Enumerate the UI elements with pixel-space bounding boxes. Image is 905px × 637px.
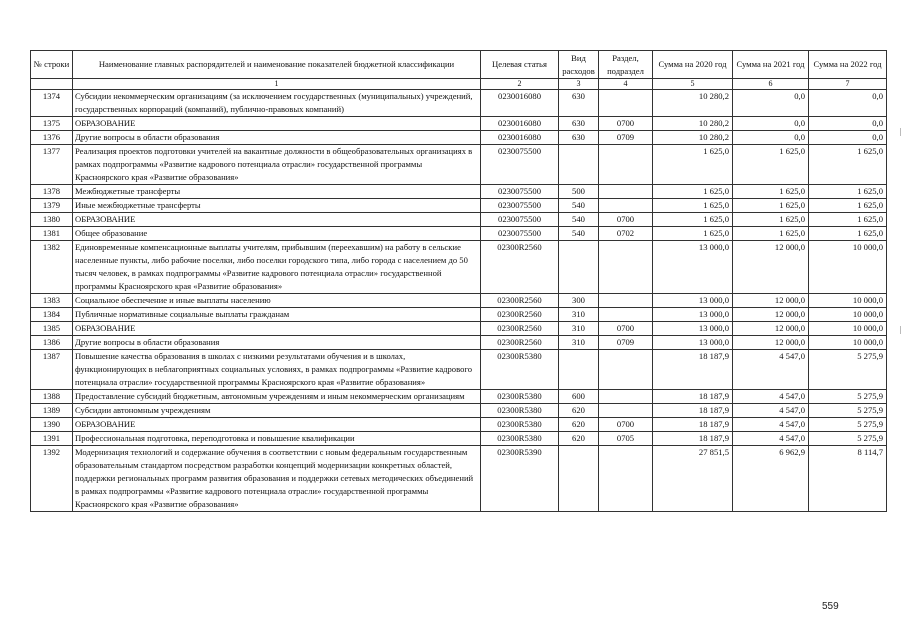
table-row [31,90,887,117]
row-sum-2022-cell: 5 275,9 [809,404,887,418]
row-sum-2021-cell: 1 625,0 [733,145,809,185]
row-sum-2020-cell: 13 000,0 [653,294,733,308]
budget-table [30,50,887,512]
row-name-cell: Реализация проектов подготовки учителей на вакантные должности в общеобразовательных организациях в рамках подпрограммы «Развитие кадрового потенциала отрасли» государственной программы Красноярского края «Развитие образования» [73,145,481,185]
margin-mark [900,128,901,136]
row-name-cell: ОБРАЗОВАНИЕ [73,117,481,131]
row-sum-2021-cell: 12 000,0 [733,322,809,336]
row-name-cell: Повышение качества образования в школах с низкими результатами обучения и в школах, функционирующих в неблагоприятных социальных условиях, в рамках подпрограммы «Развитие кадрового потенциала отрасли» государственной программы Красноярского края «Развитие образования» [73,350,481,390]
table-row [31,131,887,145]
row-target-cell: 0230075500 [481,145,559,185]
header-target: Целевая статья [481,51,559,79]
row-sum-2021-cell: 4 547,0 [733,350,809,390]
row-section-cell [599,446,653,512]
page-number: 559 [822,601,839,612]
row-sum-2022-cell: 10 000,0 [809,294,887,308]
row-name-cell: Межбюджетные трансферты [73,185,481,199]
row-section-cell: 0700 [599,117,653,131]
row-number-cell: 1387 [31,350,73,390]
row-section-cell: 0709 [599,131,653,145]
row-sum-2022-cell: 1 625,0 [809,227,887,241]
row-target-cell: 0230075500 [481,199,559,213]
row-number-cell: 1381 [31,227,73,241]
header-type: Вид расходов [559,51,599,79]
row-sum-2022-cell: 8 114,7 [809,446,887,512]
row-number-cell: 1388 [31,390,73,404]
row-sum-2021-cell: 1 625,0 [733,213,809,227]
row-section-cell [599,145,653,185]
row-sum-2021-cell: 1 625,0 [733,185,809,199]
row-name-cell: Предоставление субсидий бюджетным, автономным учреждениям и иным некоммерческим организациям [73,390,481,404]
row-name-cell: ОБРАЗОВАНИЕ [73,213,481,227]
row-sum-2020-cell: 13 000,0 [653,336,733,350]
row-sum-2021-cell: 4 547,0 [733,404,809,418]
row-number-cell: 1380 [31,213,73,227]
row-number-cell: 1374 [31,90,73,117]
row-type-cell: 540 [559,227,599,241]
row-section-cell [599,390,653,404]
row-sum-2021-cell: 12 000,0 [733,336,809,350]
index-row [31,79,887,90]
row-sum-2021-cell: 0,0 [733,131,809,145]
header-section: Раздел, подраздел [599,51,653,79]
row-target-cell: 02300R5380 [481,350,559,390]
row-section-cell [599,404,653,418]
table-body [31,90,887,512]
row-sum-2021-cell: 12 000,0 [733,294,809,308]
row-target-cell: 02300R5380 [481,404,559,418]
row-sum-2022-cell: 1 625,0 [809,199,887,213]
row-sum-2020-cell: 27 851,5 [653,446,733,512]
row-number-cell: 1391 [31,432,73,446]
row-name-cell: Единовременные компенсационные выплаты учителям, прибывшим (переехавшим) на работу в сельские населенные пункты, либо рабочие поселки, либо поселки городского типа, либо города с населением до 50 тысяч человек, в рамках подпрограммы «Развитие кадрового потенциала отрасли» государственной программы Красноярского края «Развитие образования» [73,241,481,294]
header-name: Наименование главных распорядителей и наименование показателей бюджетной классификации [73,51,481,79]
row-sum-2022-cell: 10 000,0 [809,308,887,322]
row-target-cell: 02300R2560 [481,241,559,294]
row-sum-2021-cell: 0,0 [733,90,809,117]
row-type-cell: 620 [559,432,599,446]
row-section-cell [599,350,653,390]
row-sum-2020-cell: 10 280,2 [653,131,733,145]
row-type-cell: 630 [559,90,599,117]
row-sum-2020-cell: 1 625,0 [653,145,733,185]
row-section-cell [599,241,653,294]
index-cell: 7 [809,79,887,90]
row-name-cell: Другие вопросы в области образования [73,131,481,145]
row-sum-2022-cell: 0,0 [809,90,887,117]
row-type-cell: 310 [559,336,599,350]
row-sum-2022-cell: 10 000,0 [809,336,887,350]
row-target-cell: 0230075500 [481,213,559,227]
row-sum-2022-cell: 1 625,0 [809,185,887,199]
row-sum-2022-cell: 0,0 [809,117,887,131]
row-target-cell: 02300R5390 [481,446,559,512]
row-sum-2020-cell: 1 625,0 [653,199,733,213]
row-section-cell: 0700 [599,418,653,432]
table-row [31,213,887,227]
header-sum-2022: Сумма на 2022 год [809,51,887,79]
index-cell: 4 [599,79,653,90]
table-row [31,404,887,418]
row-number-cell: 1382 [31,241,73,294]
row-sum-2021-cell: 12 000,0 [733,241,809,294]
row-name-cell: Публичные нормативные социальные выплаты гражданам [73,308,481,322]
table-row [31,199,887,213]
table-row [31,241,887,294]
row-name-cell: Профессиональная подготовка, переподготовка и повышение квалификации [73,432,481,446]
row-sum-2021-cell: 4 547,0 [733,418,809,432]
row-sum-2022-cell: 10 000,0 [809,241,887,294]
row-sum-2022-cell: 5 275,9 [809,390,887,404]
row-sum-2022-cell: 5 275,9 [809,418,887,432]
row-sum-2021-cell: 4 547,0 [733,432,809,446]
row-name-cell: Модернизация технологий и содержание обучения в соответствии с новым федеральным государственным образовательным стандартом посредством разработки концепций модернизации конкретных областей, поддержки региональных программ развития образования и поддержки сетевых методических объединений в рамках подпрограммы «Развитие кадрового потенциала отрасли» государственной программы Красноярского края «Развитие образования» [73,446,481,512]
row-name-cell: ОБРАЗОВАНИЕ [73,418,481,432]
row-section-cell: 0709 [599,336,653,350]
row-target-cell: 02300R5380 [481,390,559,404]
index-cell-empty [31,79,73,90]
table-row [31,418,887,432]
row-number-cell: 1377 [31,145,73,185]
header-sum-2020: Сумма на 2020 год [653,51,733,79]
row-number-cell: 1376 [31,131,73,145]
row-sum-2020-cell: 1 625,0 [653,185,733,199]
row-number-cell: 1375 [31,117,73,131]
row-target-cell: 02300R2560 [481,336,559,350]
index-cell: 6 [733,79,809,90]
row-sum-2020-cell: 13 000,0 [653,308,733,322]
row-number-cell: 1392 [31,446,73,512]
row-sum-2021-cell: 0,0 [733,117,809,131]
row-sum-2020-cell: 10 280,2 [653,90,733,117]
row-number-cell: 1385 [31,322,73,336]
row-name-cell: Другие вопросы в области образования [73,336,481,350]
row-sum-2020-cell: 18 187,9 [653,432,733,446]
table-row [31,145,887,185]
row-section-cell [599,294,653,308]
header-row [31,51,887,79]
row-name-cell: Иные межбюджетные трансферты [73,199,481,213]
row-number-cell: 1390 [31,418,73,432]
row-sum-2022-cell: 1 625,0 [809,213,887,227]
row-type-cell: 540 [559,199,599,213]
row-section-cell [599,185,653,199]
row-target-cell: 0230016080 [481,117,559,131]
row-sum-2020-cell: 13 000,0 [653,241,733,294]
row-name-cell: Субсидии автономным учреждениям [73,404,481,418]
row-sum-2022-cell: 5 275,9 [809,350,887,390]
row-type-cell [559,241,599,294]
row-type-cell: 620 [559,404,599,418]
row-section-cell: 0705 [599,432,653,446]
table-row [31,336,887,350]
row-sum-2021-cell: 4 547,0 [733,390,809,404]
index-cell: 3 [559,79,599,90]
row-target-cell: 0230075500 [481,185,559,199]
row-target-cell: 02300R2560 [481,308,559,322]
row-type-cell [559,350,599,390]
row-sum-2021-cell: 6 962,9 [733,446,809,512]
row-target-cell: 0230075500 [481,227,559,241]
table-row [31,308,887,322]
row-name-cell: ОБРАЗОВАНИЕ [73,322,481,336]
row-target-cell: 02300R2560 [481,294,559,308]
header-sum-2021: Сумма на 2021 год [733,51,809,79]
row-target-cell: 0230016080 [481,131,559,145]
row-target-cell: 02300R5380 [481,432,559,446]
margin-mark [900,326,901,334]
row-sum-2022-cell: 10 000,0 [809,322,887,336]
row-type-cell: 310 [559,308,599,322]
row-type-cell: 540 [559,213,599,227]
row-section-cell [599,199,653,213]
index-cell: 1 [73,79,481,90]
row-section-cell: 0700 [599,322,653,336]
header-row-no: № строки [31,51,73,79]
row-number-cell: 1378 [31,185,73,199]
row-sum-2022-cell: 5 275,9 [809,432,887,446]
row-sum-2020-cell: 13 000,0 [653,322,733,336]
row-sum-2020-cell: 18 187,9 [653,404,733,418]
row-name-cell: Общее образование [73,227,481,241]
row-target-cell: 0230016080 [481,90,559,117]
row-section-cell: 0702 [599,227,653,241]
row-number-cell: 1383 [31,294,73,308]
row-sum-2021-cell: 1 625,0 [733,227,809,241]
row-section-cell [599,308,653,322]
table-row [31,390,887,404]
row-number-cell: 1384 [31,308,73,322]
table-row [31,294,887,308]
index-cell: 2 [481,79,559,90]
row-sum-2021-cell: 1 625,0 [733,199,809,213]
row-number-cell: 1386 [31,336,73,350]
row-target-cell: 02300R2560 [481,322,559,336]
row-sum-2020-cell: 10 280,2 [653,117,733,131]
row-type-cell: 300 [559,294,599,308]
row-type-cell: 630 [559,117,599,131]
table-row [31,432,887,446]
table-row [31,185,887,199]
row-name-cell: Субсидии некоммерческим организациям (за исключением государственных (муниципальных) учреждений, государственных корпораций (компаний), публично-правовых компаний) [73,90,481,117]
table-row [31,446,887,512]
table-row [31,117,887,131]
row-type-cell: 620 [559,418,599,432]
row-type-cell: 500 [559,185,599,199]
row-sum-2020-cell: 1 625,0 [653,213,733,227]
row-number-cell: 1379 [31,199,73,213]
row-number-cell: 1389 [31,404,73,418]
row-name-cell: Социальное обеспечение и иные выплаты населению [73,294,481,308]
row-sum-2021-cell: 12 000,0 [733,308,809,322]
row-sum-2020-cell: 18 187,9 [653,418,733,432]
table-row [31,350,887,390]
row-section-cell [599,90,653,117]
table-row [31,322,887,336]
index-cell: 5 [653,79,733,90]
row-type-cell: 310 [559,322,599,336]
row-type-cell: 600 [559,390,599,404]
row-sum-2022-cell: 0,0 [809,131,887,145]
row-type-cell: 630 [559,131,599,145]
row-type-cell [559,446,599,512]
row-sum-2020-cell: 18 187,9 [653,350,733,390]
row-section-cell: 0700 [599,213,653,227]
row-sum-2020-cell: 18 187,9 [653,390,733,404]
table-row [31,227,887,241]
budget-sheet [30,50,886,512]
row-sum-2020-cell: 1 625,0 [653,227,733,241]
row-target-cell: 02300R5380 [481,418,559,432]
row-sum-2022-cell: 1 625,0 [809,145,887,185]
row-type-cell [559,145,599,185]
